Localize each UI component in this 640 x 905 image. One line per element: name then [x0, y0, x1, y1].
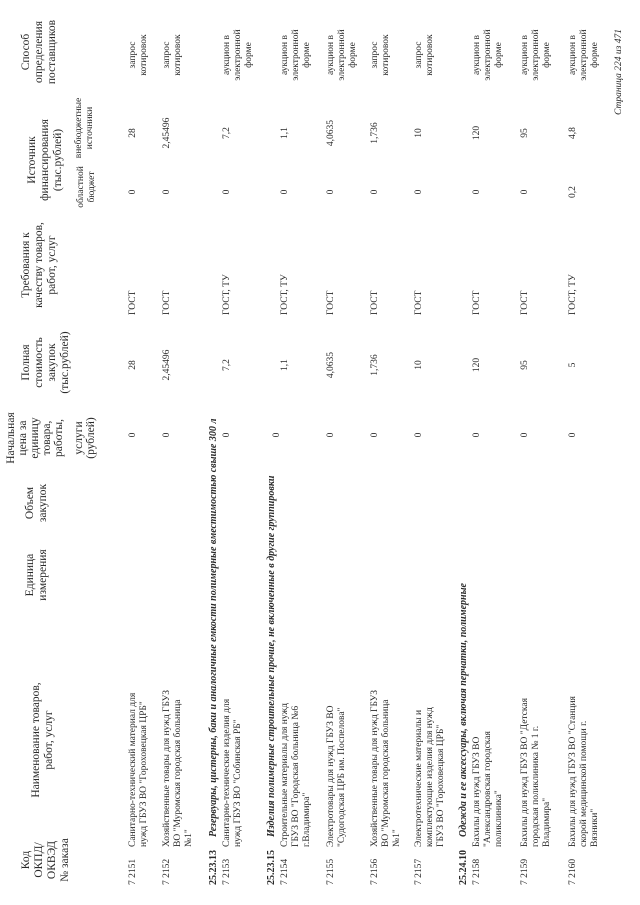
row-regional: 0: [280, 189, 290, 195]
row-price: 0: [272, 432, 282, 438]
row-code: 7 2156: [370, 858, 380, 885]
row-regional: 0: [472, 189, 482, 195]
row-regional: 0,2: [568, 186, 578, 198]
row-extra: 2,45496: [162, 117, 172, 149]
row-extra: 10: [414, 128, 424, 138]
row-extra: 1,736: [370, 122, 380, 144]
row-requirements: ГОСТ: [128, 290, 138, 315]
row-extra: 4,8: [568, 127, 578, 139]
page-number: Страница 224 из 471: [614, 29, 624, 115]
row-full-cost: 10: [414, 360, 424, 370]
row-method: аукцион в электронной форме: [326, 29, 358, 81]
row-price: 0: [472, 432, 482, 438]
row-name: Бахилы для нужд ГБУЗ ВО "Александровская городская поликлиника": [472, 731, 504, 847]
row-full-cost: 1,1: [280, 359, 290, 371]
row-full-cost: 1,736: [370, 354, 380, 376]
row-method: запрос котировок: [162, 34, 183, 76]
row-full-cost: 120: [472, 357, 482, 373]
row-price: 0: [128, 432, 138, 438]
row-name: Электротовары для нужд ГБУЗ ВО "Судогодская ЦРБ им. Поспелова": [326, 705, 347, 847]
row-code: 7 2152: [162, 858, 172, 885]
row-price: 0: [520, 432, 530, 438]
header-full-cost: Полная стоимость закупок (тыс.рублей): [20, 331, 71, 394]
row-price: 0: [568, 432, 578, 438]
row-code: 7 2160: [568, 858, 578, 885]
row-code: 7 2151: [128, 858, 138, 885]
group-code: 25.23.13: [208, 850, 219, 885]
header-name: Наименование товаров, работ, услуг: [30, 682, 55, 798]
row-name: Бахилы для нужд ГБУЗ ВО "Станция скорой медицинской помощи г. Вязники": [568, 696, 600, 847]
row-method: аукцион в электронной форме: [520, 29, 552, 81]
row-price: 0: [370, 432, 380, 438]
row-requirements: ГОСТ: [326, 290, 336, 315]
row-method: запрос котировок: [370, 34, 391, 76]
row-requirements: ГОСТ: [414, 290, 424, 315]
row-name: Строительные материалы для нужд ГБУЗ ВО "Городская больница №6 г.Владимира": [280, 703, 312, 847]
header-method: Способ определения поставщиков: [20, 19, 58, 85]
row-full-cost: 2,45496: [162, 349, 172, 381]
row-full-cost: 5: [568, 362, 578, 368]
header-code: Код ОКПД/ ОКВЭД № заказа: [20, 838, 71, 882]
row-name: Санитарно-технические изделия для нужд ГБУЗ ВО "Собинская РБ": [222, 698, 243, 847]
row-name: Электротехнические материалы и комплектующие изделия для нужд ГБУЗ ВО "Гороховецкая ЦРБ": [414, 707, 446, 847]
row-price: 0: [326, 432, 336, 438]
row-name: Бахилы для нужд ГБУЗ ВО "Детская городская поликлиника № 1 г. Владимира": [520, 698, 552, 847]
row-method: аукцион в электронной форме: [568, 29, 600, 81]
row-requirements: ГОСТ: [472, 290, 482, 315]
row-requirements: ГОСТ, ТУ: [280, 274, 290, 315]
row-requirements: ГОСТ: [370, 290, 380, 315]
row-name: Хозяйственные товары для нужд ГБУЗ ВО "Муромская городская больница №1": [162, 689, 194, 847]
row-extra: 120: [472, 125, 482, 141]
header-initial-price: Начальная цена за единицу товара, работы, услуги (рублей): [5, 412, 97, 464]
row-method: запрос котировок: [414, 34, 435, 76]
header-funding-regional: областной бюджет: [76, 166, 97, 208]
header-requirements: Требования к качеству товаров, работ, услуг: [20, 222, 58, 308]
row-regional: 0: [162, 189, 172, 195]
row-full-cost: 4,0635: [326, 351, 336, 379]
row-method: аукцион в электронной форме: [222, 29, 254, 81]
row-requirements: ГОСТ, ТУ: [568, 274, 578, 315]
header-volume: Объем закупок: [24, 483, 49, 523]
row-name: Санитарно-технический материал для нужд ГБУЗ ВО "Гороховецкая ЦРБ": [128, 692, 149, 847]
row-name: Хозяйственные товары для нужд ГБУЗ ВО "Муромская городская больница №1": [370, 689, 402, 847]
row-extra: 95: [520, 128, 530, 138]
row-code: 7 2155: [326, 858, 336, 885]
row-method: аукцион в электронной форме: [472, 29, 504, 81]
row-regional: 0: [370, 189, 380, 195]
row-extra: 28: [128, 128, 138, 138]
row-price: 0: [222, 432, 232, 438]
row-code: 7 2157: [414, 858, 424, 885]
row-code: 7 2158: [472, 858, 482, 885]
row-extra: 4,0635: [326, 119, 336, 147]
row-regional: 0: [222, 189, 232, 195]
row-code: 7 2153: [222, 858, 232, 885]
row-method: запрос котировок: [128, 34, 149, 76]
row-price: 0: [414, 432, 424, 438]
row-requirements: ГОСТ: [520, 290, 530, 315]
row-full-cost: 95: [520, 360, 530, 370]
row-code: 7 2159: [520, 858, 530, 885]
row-full-cost: 28: [128, 360, 138, 370]
row-full-cost: 7,2: [222, 359, 232, 371]
row-method: аукцион в электронной форме: [280, 29, 312, 81]
group-title: Изделия полимерные строительные прочие, не включенные в другие группировки: [266, 475, 277, 837]
header-unit: Единица измерения: [24, 549, 49, 601]
row-price: 0: [162, 432, 172, 438]
row-regional: 0: [414, 189, 424, 195]
group-title: Резервуары, цистерны, баки и аналогичные емкости полимерные вместимостью свыше 300 л: [208, 418, 219, 837]
row-extra: 7,2: [222, 127, 232, 139]
row-requirements: ГОСТ, ТУ: [222, 274, 232, 315]
row-extra: 1,1: [280, 127, 290, 139]
row-regional: 0: [520, 189, 530, 195]
group-code: 25.24.10: [458, 850, 469, 885]
group-title: Одежда и ее аксессуары, включая перчатки, полимерные: [458, 583, 469, 837]
row-code: 7 2154: [280, 858, 290, 885]
header-funding-extrabudget: внебюджетные источники: [74, 97, 95, 159]
row-regional: 0: [128, 189, 138, 195]
header-funding: Источник финансирования (тыс.рублей): [26, 119, 64, 201]
row-regional: 0: [326, 189, 336, 195]
row-requirements: ГОСТ: [162, 290, 172, 315]
group-code: 25.23.15: [266, 850, 277, 885]
